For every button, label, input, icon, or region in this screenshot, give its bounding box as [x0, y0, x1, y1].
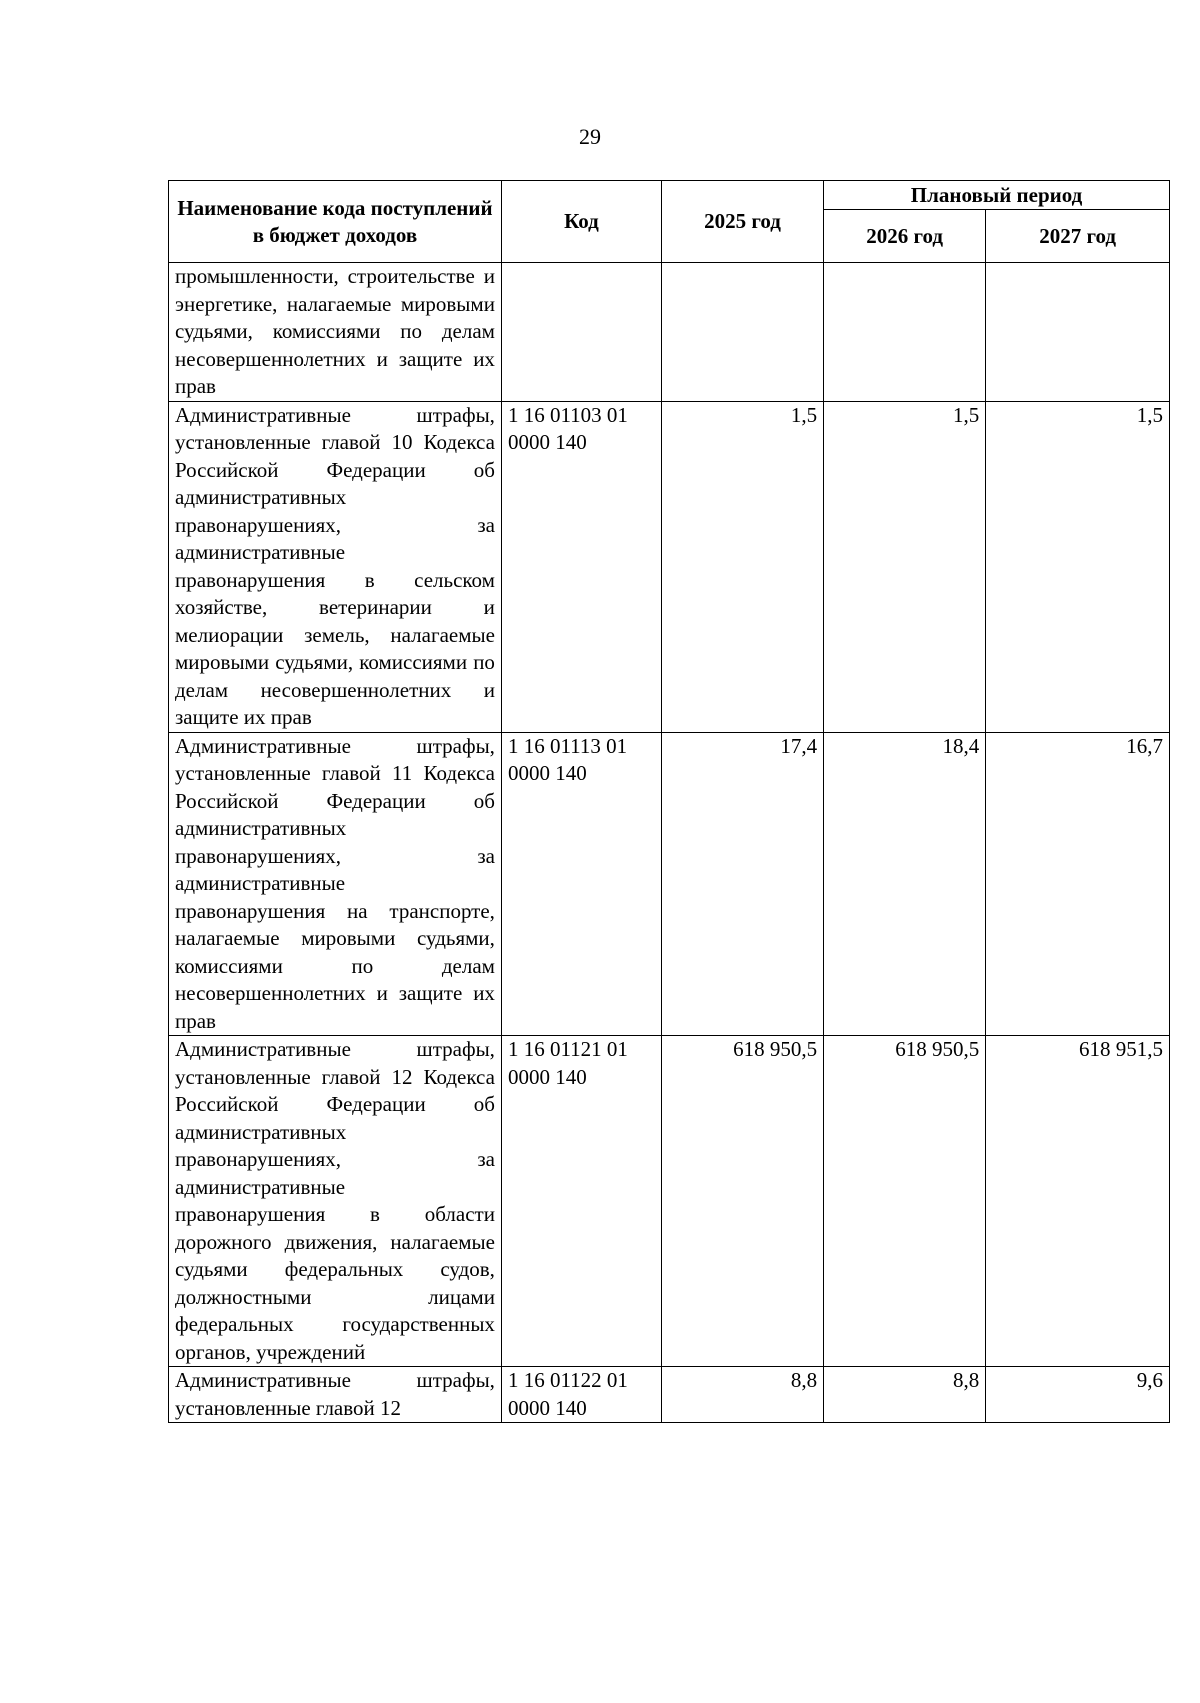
- table-row: [169, 1367, 1170, 1423]
- table-row: [169, 263, 1170, 402]
- page-number: 29: [579, 124, 601, 149]
- header-name: Наименование кода поступлений в бюджет доходов: [169, 181, 502, 263]
- row-value-2025: 8,8: [661, 1367, 823, 1423]
- revenue-table: [168, 180, 1170, 1423]
- row-name: Административные штрафы, установленные главой 12: [169, 1367, 502, 1423]
- row-code: 1 16 01122 01 0000 140: [501, 1367, 661, 1423]
- row-value-2027: 9,6: [986, 1367, 1170, 1423]
- row-value-2026: 618 950,5: [824, 1036, 986, 1367]
- row-value-2025: 618 950,5: [661, 1036, 823, 1367]
- table-row: [169, 401, 1170, 732]
- row-value-2025: 1,5: [661, 401, 823, 732]
- row-value-2026: 18,4: [824, 732, 986, 1036]
- header-planned-period: Плановый период: [824, 181, 1170, 210]
- row-name: Административные штрафы, установленные главой 10 Кодекса Российской Федерации об административных правонарушениях, за административные правонарушения в сельском хозяйстве, ветеринарии и мелиорации земель, налагаемые мировыми судьями, комиссиями по делам несовершеннолетних и защите их прав: [169, 401, 502, 732]
- row-value-2027: 1,5: [986, 401, 1170, 732]
- row-value-2027: 618 951,5: [986, 1036, 1170, 1367]
- row-code: [501, 263, 661, 402]
- row-name: промышленности, строительстве и энергетике, налагаемые мировыми судьями, комиссиями по делам несовершеннолетних и защите их прав: [169, 263, 502, 402]
- row-code: 1 16 01121 01 0000 140: [501, 1036, 661, 1367]
- header-year-2025: 2025 год: [661, 181, 823, 263]
- row-code: 1 16 01113 01 0000 140: [501, 732, 661, 1036]
- header-year-2026: 2026 год: [824, 210, 986, 263]
- row-value-2025: 17,4: [661, 732, 823, 1036]
- row-value-2026: 1,5: [824, 401, 986, 732]
- header-code: Код: [501, 181, 661, 263]
- row-value-2026: [824, 263, 986, 402]
- table-row: [169, 732, 1170, 1036]
- row-value-2027: 16,7: [986, 732, 1170, 1036]
- row-name: Административные штрафы, установленные главой 11 Кодекса Российской Федерации об административных правонарушениях, за административные правонарушения на транспорте, налагаемые мировыми судьями, комиссиями по делам несовершеннолетних и защите их прав: [169, 732, 502, 1036]
- header-year-2027: 2027 год: [986, 210, 1170, 263]
- row-value-2027: [986, 263, 1170, 402]
- row-code: 1 16 01103 01 0000 140: [501, 401, 661, 732]
- row-name: Административные штрафы, установленные главой 12 Кодекса Российской Федерации об административных правонарушениях, за административные правонарушения в области дорожного движения, налагаемые судьями федеральных судов, должностными лицами федеральных государственных органов, учреждений: [169, 1036, 502, 1367]
- row-value-2026: 8,8: [824, 1367, 986, 1423]
- row-value-2025: [661, 263, 823, 402]
- table-row: [169, 1036, 1170, 1367]
